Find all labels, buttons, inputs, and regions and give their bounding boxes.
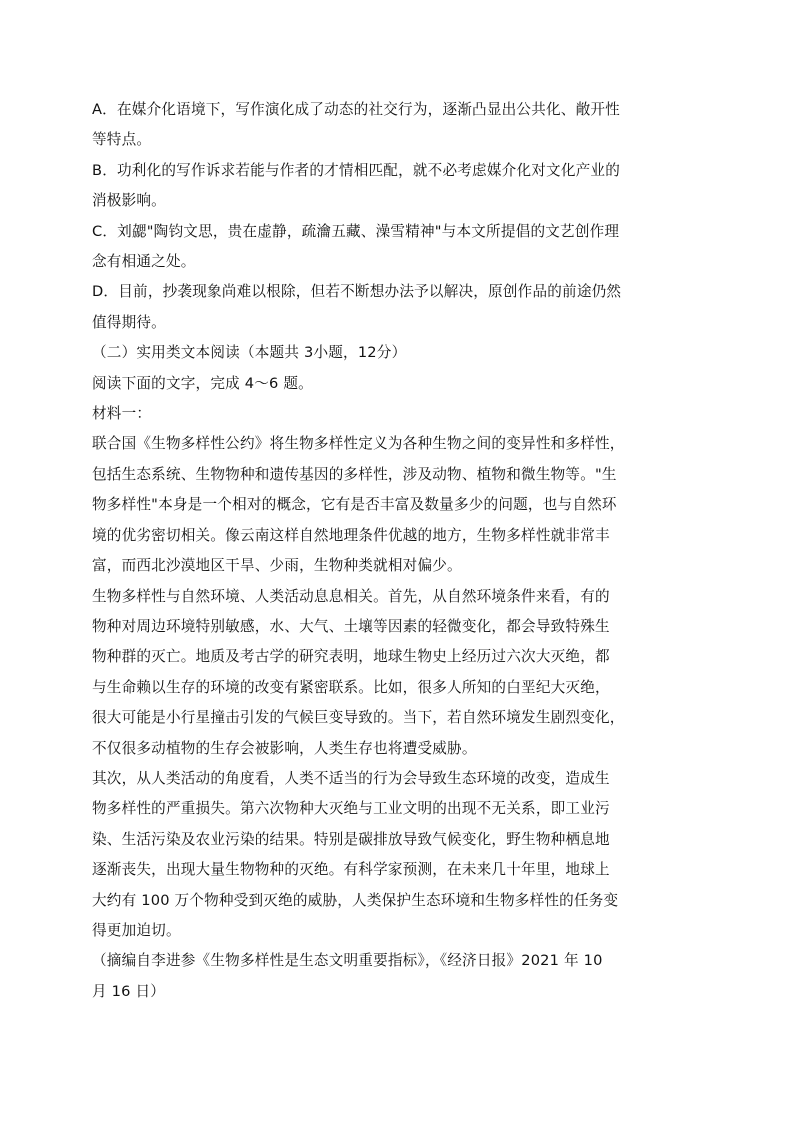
text-line: 念有相通之处。	[92, 253, 196, 271]
text-line: 包括生态系统、生物物种和遗传基因的多样性，涉及动物、植物和微生物等。"生	[92, 465, 617, 483]
option-c	[92, 217, 704, 278]
paragraph-2	[92, 582, 704, 764]
text-line: A．在媒介化语境下，写作演化成了动态的社交行为，逐渐凸显出公共化、敞开性	[92, 101, 620, 118]
text-line: 与生命赖以生存的环境的改变有紧密联系。比如，很多人所知的白垩纪大灭绝，	[92, 678, 610, 696]
text-line: （摘编自李进参《生物多样性是生态文明重要指标》，《经济日报》2021 年 10	[92, 952, 603, 970]
text-line: 生物多样性与自然环境、人类活动息息相关。首先，从自然环境条件来看，有的	[92, 587, 610, 605]
paragraph-3	[92, 764, 704, 946]
text-line: B．功利化的写作诉求若能与作者的才情相匹配，就不必考虑媒介化对文化产业的	[92, 161, 620, 179]
text-line: 材料一：	[92, 405, 152, 423]
text-line: C．刘勰"陶钧文思，贵在虚静，疏瀹五藏、澡雪精神"与本文所提倡的文艺创作理	[92, 222, 620, 240]
document-body	[92, 95, 704, 1007]
text-line: 不仅很多动植物的生存会被影响，人类生存也将遭受威胁。	[92, 739, 477, 757]
text-line: 物种群的灭亡。地质及考古学的研究表明，地球生物史上经历过六次大灭绝，都	[92, 648, 610, 666]
paragraph-1	[92, 429, 704, 581]
text-line: 其次，从人类活动的角度看，人类不适当的行为会导致生态环境的改变，造成生	[92, 769, 610, 787]
text-line: 消极影响。	[92, 192, 166, 210]
text-line: 得更加迫切。	[92, 921, 181, 939]
text-line: 阅读下面的文字，完成 4～6 题。	[92, 374, 313, 392]
option-b	[92, 156, 704, 217]
text-line: 物多样性"本身是一个相对的概念，它有是否丰富及数量多少的问题，也与自然环	[92, 496, 617, 514]
option-d	[92, 277, 704, 338]
section-heading	[92, 338, 704, 368]
text-line: 逐渐丧失，出现大量生物物种的灭绝。有科学家预测，在未来几十年里，地球上	[92, 861, 610, 879]
text-line: 富，而西北沙漠地区干旱、少雨，生物种类就相对偏少。	[92, 557, 462, 575]
text-line: 染、生活污染及农业污染的结果。特别是碳排放导致气候变化，野生物种栖息地	[92, 830, 610, 848]
text-line: 大约有 100 万个物种受到灭绝的威胁，人类保护生态环境和生物多样性的任务变	[92, 891, 619, 909]
text-line: 联合国《生物多样性公约》将生物多样性定义为各种生物之间的变异性和多样性，	[92, 435, 625, 453]
text-line: 境的优劣密切相关。像云南这样自然地理条件优越的地方，生物多样性就非常丰	[92, 526, 610, 544]
text-line: 月 16 日）	[92, 982, 166, 1000]
source-citation	[92, 946, 704, 1007]
text-line: （二）实用类文本阅读（本题共 3小题，12分）	[92, 344, 407, 362]
option-a	[92, 95, 704, 156]
text-line: 很大可能是小行星撞击引发的气候巨变导致的。当下，若自然环境发生剧烈变化，	[92, 709, 625, 727]
text-line: 物种对周边环境特别敏感，水、大气、土壤等因素的轻微变化，都会导致特殊生	[92, 617, 610, 635]
text-line: 等特点。	[92, 131, 152, 149]
reading-instruction	[92, 369, 704, 399]
text-line: D．目前，抄袭现象尚难以根除，但若不断想办法予以解决，原创作品的前途仍然	[92, 283, 622, 301]
text-line: 物多样性的严重损失。第六次物种大灭绝与工业文明的出现不无关系，即工业污	[92, 800, 610, 818]
text-line: 值得期待。	[92, 313, 166, 331]
material-one-label	[92, 399, 704, 429]
